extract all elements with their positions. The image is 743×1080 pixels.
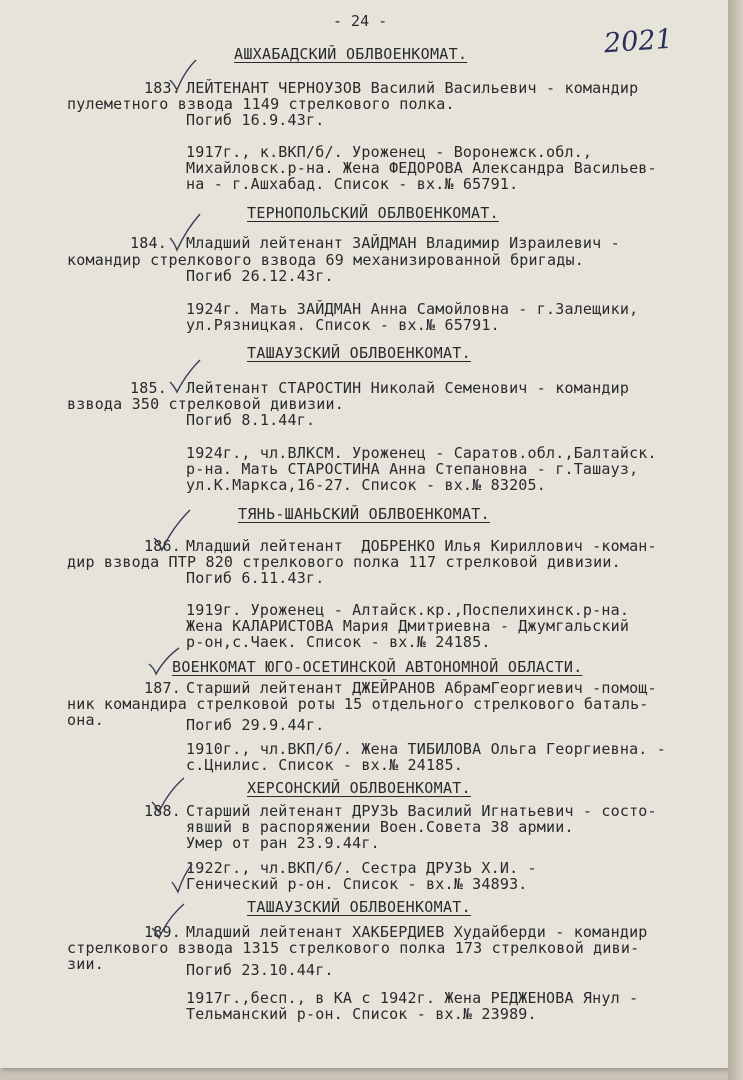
heading-kherson: ХЕРСОНСКИЙ ОБЛВОЕНКОМАТ. xyxy=(247,779,471,797)
entry-185-line: Погиб 8.1.44г. xyxy=(186,411,316,429)
entry-188-line: явший в распоряжении Воен.Совета 38 армии. xyxy=(186,818,574,836)
entry-188-line: Генический р-он. Список - вх.№ 34893. xyxy=(186,875,528,893)
entry-188-line: Умер от ран 23.9.44г. xyxy=(186,834,380,852)
entry-183-line: на - г.Ашхабад. Список - вх.№ 65791. xyxy=(186,175,519,193)
check-mark-icon xyxy=(150,776,186,814)
check-mark-icon xyxy=(147,646,181,676)
entry-189-line: Младший лейтенант ХАКБЕРДИЕВ Худайберди - командир xyxy=(186,923,648,941)
entry-189-line: Погиб 23.10.44г. xyxy=(186,961,334,979)
entry-number-187: 187. xyxy=(144,679,181,697)
entry-186-line: Младший лейтенант ДОБРЕНКО Илья Кириллович -коман- xyxy=(186,537,657,555)
heading-ternopol: ТЕРНОПОЛЬСКИЙ ОБЛВОЕНКОМАТ. xyxy=(247,204,499,222)
entry-187-line: ник командира стрелковой роты 15 отдельного стрелкового баталь- xyxy=(67,695,649,713)
entry-186-line: дир взвода ПТР 820 стрелкового полка 117 стрелковой дивизии. xyxy=(67,553,621,571)
entry-number-188: 188. xyxy=(144,802,181,820)
entry-number-189: 189. xyxy=(144,923,181,941)
entry-189-line: 1917г.,бесп., в КА с 1942г. Жена РЕДЖЕНОВА Янул - xyxy=(186,989,639,1007)
entry-185-line: 1924г., чл.ВЛКСМ. Уроженец - Саратов.обл.,Балтайск. xyxy=(186,444,657,462)
entry-189-line: зии. xyxy=(67,955,104,973)
entry-183-line: 1917г., к.ВКП/б/. Уроженец - Воронежск.обл., xyxy=(186,143,593,161)
entry-187-line: она. xyxy=(67,711,104,729)
entry-184-line: Погиб 26.12.43г. xyxy=(186,267,334,285)
check-mark-icon xyxy=(150,902,186,940)
entry-185-line: взвода 350 стрелковой дивизии. xyxy=(67,395,344,413)
entry-number-186: 186. xyxy=(144,537,181,555)
entry-189-line: Тельманский р-он. Список - вх.№ 23989. xyxy=(186,1005,537,1023)
check-mark-icon xyxy=(168,358,202,394)
entry-184-line: командир стрелкового взвода 69 механизированной бригады. xyxy=(67,251,584,269)
entry-183-line: ЛЕЙТЕНАНТ ЧЕРНОУЗОВ Василий Васильевич - командир xyxy=(186,79,639,97)
entry-184-line: 1924г. Мать ЗАЙДМАН Анна Самойловна - г.Залещики, xyxy=(186,300,639,318)
check-mark-icon xyxy=(152,508,192,552)
heading-tashauz: ТАШАУЗСКИЙ ОБЛВОЕНКОМАТ. xyxy=(247,344,471,362)
entry-186-line: 1919г. Уроженец - Алтайск.кр.,Поспелихинск.р-на. xyxy=(186,601,630,619)
entry-183-line: пулеметного взвода 1149 стрелкового полка. xyxy=(67,95,455,113)
entry-186-line: р-он,с.Чаек. Список - вх.№ 24185. xyxy=(186,633,491,651)
page-edge xyxy=(728,0,743,1080)
entry-188-line: Старший лейтенант ДРУЗЬ Василий Игнатьевич - состо- xyxy=(186,802,657,820)
heading-south-ossetia: ВОЕНКОМАТ ЮГО-ОСЕТИНСКОЙ АВТОНОМНОЙ ОБЛАСТИ. xyxy=(172,658,583,676)
entry-number-183: 183. xyxy=(144,79,181,97)
page-number: - 24 - xyxy=(333,12,388,30)
entry-185-line: р-на. Мать СТАРОСТИНА Анна Степановна - г.Ташауз, xyxy=(186,460,639,478)
entry-183-line: Погиб 16.9.43г. xyxy=(186,111,325,129)
entry-189-line: стрелкового взвода 1315 стрелкового полка 173 стрелковой диви- xyxy=(67,939,640,957)
entry-187-line: с.Цнилис. Список - вх.№ 24185. xyxy=(186,756,463,774)
entry-186-line: Погиб 6.11.43г. xyxy=(186,569,325,587)
check-mark-icon xyxy=(168,212,202,252)
heading-tyan-shan: ТЯНЬ-ШАНЬСКИЙ ОБЛВОЕНКОМАТ. xyxy=(238,505,490,523)
entry-number-184: 184. xyxy=(130,234,167,252)
entry-187-line: 1910г., чл.ВКП/б/. Жена ТИБИЛОВА Ольга Георгиевна. - xyxy=(186,740,666,758)
entry-187-line: Старший лейтенант ДЖЕЙРАНОВ АбрамГеоргиевич -помощ- xyxy=(186,679,657,697)
archive-number: 2021 xyxy=(603,23,674,60)
entry-187-line: Погиб 29.9.44г. xyxy=(186,716,325,734)
entry-188-line: 1922г., чл.ВКП/б/. Сестра ДРУЗЬ Х.И. - xyxy=(186,859,537,877)
entry-184-line: Младший лейтенант ЗАЙДМАН Владимир Израилевич - xyxy=(186,234,620,252)
entry-183-line: Михайловск.р-на. Жена ФЕДОРОВА Александра Васильев- xyxy=(186,159,657,177)
entry-number-185: 185. xyxy=(130,379,167,397)
heading-tashauz-2: ТАШАУЗСКИЙ ОБЛВОЕНКОМАТ. xyxy=(247,898,471,916)
entry-186-line: Жена КАЛАРИСТОВА Мария Дмитриевна - Джумгальский xyxy=(186,617,630,635)
heading-ashkhabad: АШХАБАДСКИЙ ОБЛВОЕНКОМАТ. xyxy=(234,45,468,63)
check-mark-icon xyxy=(168,58,198,92)
entry-185-line: Лейтенант СТАРОСТИН Николай Семенович - командир xyxy=(186,379,630,397)
entry-185-line: ул.К.Маркса,16-27. Список - вх.№ 83205. xyxy=(186,476,546,494)
entry-184-line: ул.Рязницкая. Список - вх.№ 65791. xyxy=(186,316,500,334)
check-mark-icon xyxy=(170,862,194,894)
